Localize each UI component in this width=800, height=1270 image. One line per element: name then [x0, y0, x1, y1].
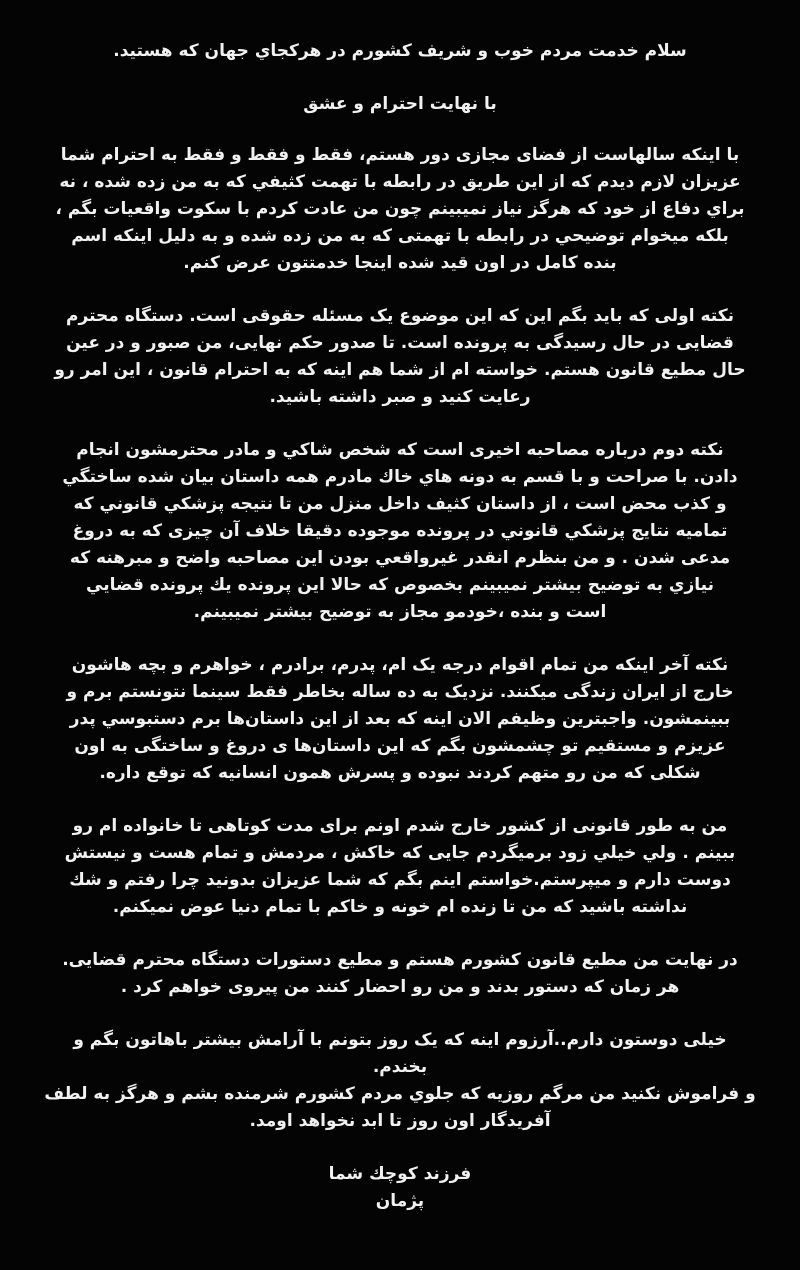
paragraph-obedience — [30, 947, 770, 1001]
text-line: نیازي به توضیح بیشتر نمیبینم بخصوص که حالا این پرونده یك پرونده قضایي — [86, 575, 714, 595]
text-line: بلکه میخوام توضیحي در رابطه با تهمتی که به من زده شده و به دلیل اینکه اسم — [71, 226, 729, 246]
text-line: نکته اولی که باید بگم این که این موضوع یک مسئله حقوقی است. دستگاه محترم — [66, 306, 734, 326]
text-line: عزیزان لازم دیدم که از این طریق در رابطه با تهمت کثیفي که به من زده شده ، نه — [59, 172, 741, 192]
text-line: مدعی شدن . و من بنظرم انقدر غیرواقعي بودن این مصاحبه واضح و مبرهنه که — [69, 548, 731, 568]
paragraph-last-point — [30, 652, 770, 787]
text-line: ببینمشون. واجبترین وظیفم الان اینه که بعد از این داستان‌ها برم دستبوسي پدر — [69, 709, 731, 729]
text-line: من به طور قانونی از کشور خارج شدم اونم برای مدت کوتاهی تا خانواده ام رو — [72, 816, 728, 836]
text-line: دادن. با صراحت و با قسم به دونه هاي خاك مادرم همه داستان بیان شده ساختگي — [62, 467, 738, 487]
text-line: قضایی در حال رسیدگی به پرونده است. تا صدور حکم نهایی، من صبور و در عین — [66, 333, 734, 353]
greeting-line: سلام خدمت مردم خوب و شریف کشورم در هرکجاي جهان که هستید. — [113, 41, 687, 61]
text-line: و كذب محض است ، از داستان کثیف داخل منزل من تا نتیجه پزشكي قانوني كه — [73, 494, 727, 514]
text-line: آفریدگار اون روز تا ابد نخواهد اومد. — [249, 1111, 551, 1131]
text-line: شکلی که من رو متهم کردند نبوده و پسرش همون انسانیه که توقع داره. — [99, 763, 701, 783]
paragraph-leaving-country — [30, 813, 770, 921]
text-line: نکته دوم درباره مصاحبه اخیری است که شخص شاکي و مادر محترمشون انجام — [76, 440, 724, 460]
signature-name: پژمان — [375, 1191, 425, 1211]
signature-role: فرزند کوچك شما — [328, 1164, 472, 1184]
text-line: دوست دارم و میپرستم.خواستم اینم بگم که شما عزیزان بدونید چرا رفتم و شك — [69, 870, 731, 890]
text-line: هر زمان که دستور بدند و من رو احضار کنند من پیروی خواهم کرد . — [120, 977, 680, 997]
text-line: بنده کامل در اون قید شده اینجا خدمتتون عرض کنم. — [183, 253, 617, 273]
text-line: در نهایت من مطیع قانون کشورم هستم و مطیع دستورات دستگاه محترم قضایی. — [62, 950, 738, 970]
text-line: حال مطیع قانون هستم. خواسته ام از شما هم اینه که به احترام قانون ، این امر رو — [54, 360, 746, 380]
signature-block — [30, 1161, 770, 1215]
text-line: است و بنده ،خودمو مجاز به توضیح بیشتر نمیبینم. — [193, 602, 607, 622]
text-line: خیلی دوستون دارم..آرزوم اینه که یک روز بتونم با آرامش بیشتر باهاتون بگم و — [73, 1030, 727, 1050]
salutation-line: با نهایت احترام و عشق — [303, 94, 497, 114]
paragraph-first-point — [30, 303, 770, 411]
text-line: ببینم . ولي خیلي زود برمیگردم جایی که خاکش ، مردمش و تمام هست و نیستش — [64, 843, 736, 863]
text-line: با اینکه سالهاست از فضای مجازی دور هستم، فقط و فقط و فقط به احترام شما — [60, 145, 740, 165]
text-line: و فراموش نکنید من مرگم روزیه که جلوي مردم کشورم شرمنده بشم و هرگز به لطف — [44, 1084, 756, 1104]
text-line: خارج از ایران زندگی میکنند. نزدیک به ده ساله بخاطر فقط سینما نتونستم برم و — [66, 682, 734, 702]
paragraph-second-point — [30, 437, 770, 626]
paragraph-farewell — [30, 1027, 770, 1135]
text-line: نکته آخر اینکه من تمام اقوام درجه یک ام، پدرم، برادرم ، خواهرم و بچه هاشون — [71, 655, 729, 675]
text-line: نداشته باشید که من تا زنده ام خونه و خاکم با تمام دنیا عوض نمیکنم. — [112, 897, 688, 917]
text-line: رعایت کنید و صبر داشته باشید. — [269, 387, 531, 407]
text-line: بخندم. — [372, 1057, 428, 1077]
paragraph-intro — [30, 142, 770, 277]
text-line: عزیزم و مستقیم تو چشمشون بگم که این داستان‌ها ی دروغ و ساختگی به اون — [74, 736, 726, 756]
text-line: تمامیه نتایج پزشكي قانوني در پرونده موجوده دقیقا خلاف آن چیزی که به دروغ — [72, 521, 728, 541]
text-line: براي دفاع از خود که هرگز نیاز نمیبینم چون من عادت کردم با سکوت واقعیات بگم ، — [55, 199, 745, 219]
